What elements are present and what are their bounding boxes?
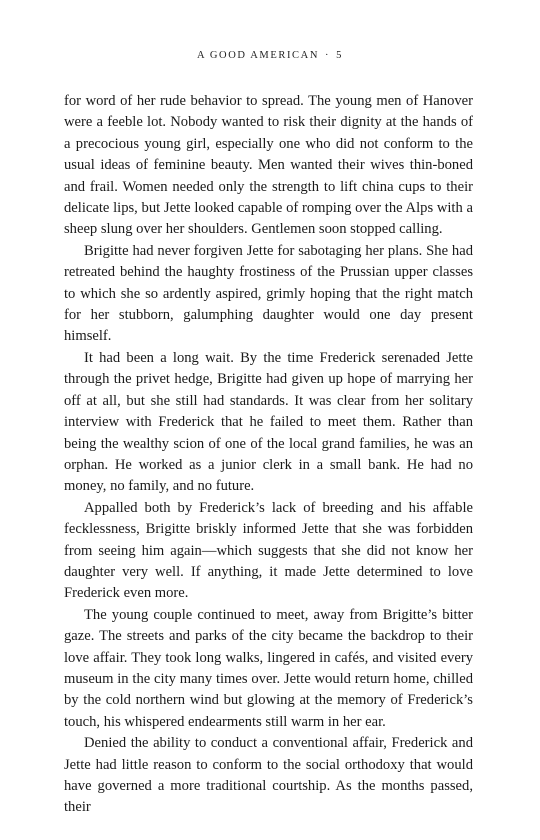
paragraph: for word of her rude behavior to spread. The young men of Hanover were a feeble lot. Nobody wanted to risk their dignity at the hands of a precocious young girl, especially one who did not conform to the usual ideas of feminine beauty. Men wanted their wives thin-boned and frail. Women needed only the strength to lift china cups to their delicate lips, but Jette looked capable of romping over the Alps with a sheep slung over her shoulders. Gentlemen soon stopped calling. (64, 93, 473, 238)
paragraph: Denied the ability to conduct a conventional affair, Frederick and Jette had little reason to conform to the social orthodoxy that would have governed a more traditional courtship. As the months passed, their (64, 735, 473, 816)
running-head (0, 50, 540, 61)
header-separator: · (325, 50, 331, 61)
paragraph: Appalled both by Frederick’s lack of breeding and his affable fecklessness, Brigitte briskly informed Jette that she was forbidden from seeing him again—which suggests that she did not know her daughter very well. If anything, it made Jette determined to love Frederick even more. (64, 499, 473, 602)
paragraph: The young couple continued to meet, away from Brigitte’s bitter gaze. The streets and parks of the city became the backdrop to their love affair. They took long walks, lingered in cafés, and visited every museum in the city many times over. Jette would return home, chilled by the cold northern wind but glowing at the memory of Frederick’s touch, his whispered endearments still warm in her ear. (64, 606, 473, 730)
body-text (64, 91, 473, 819)
book-title: A GOOD AMERICAN (197, 50, 320, 61)
page-number: 5 (336, 50, 343, 61)
paragraph: Brigitte had never forgiven Jette for sabotaging her plans. She had retreated behind the haughty frostiness of the Prussian upper classes to which she so ardently aspired, grimly hoping that the right match for her stubborn, galumphing daughter would one day present himself. (64, 242, 473, 345)
paragraph: It had been a long wait. By the time Frederick serenaded Jette through the privet hedge, Brigitte had given up hope of marrying her off at all, but she still had standards. It was clear from her solitary interview with Frederick that he failed to meet them. Rather than being the wealthy scion of one of the local grand families, he was an orphan. He worked as a junior clerk in a small bank. He had no money, no family, and no future. (64, 349, 473, 495)
